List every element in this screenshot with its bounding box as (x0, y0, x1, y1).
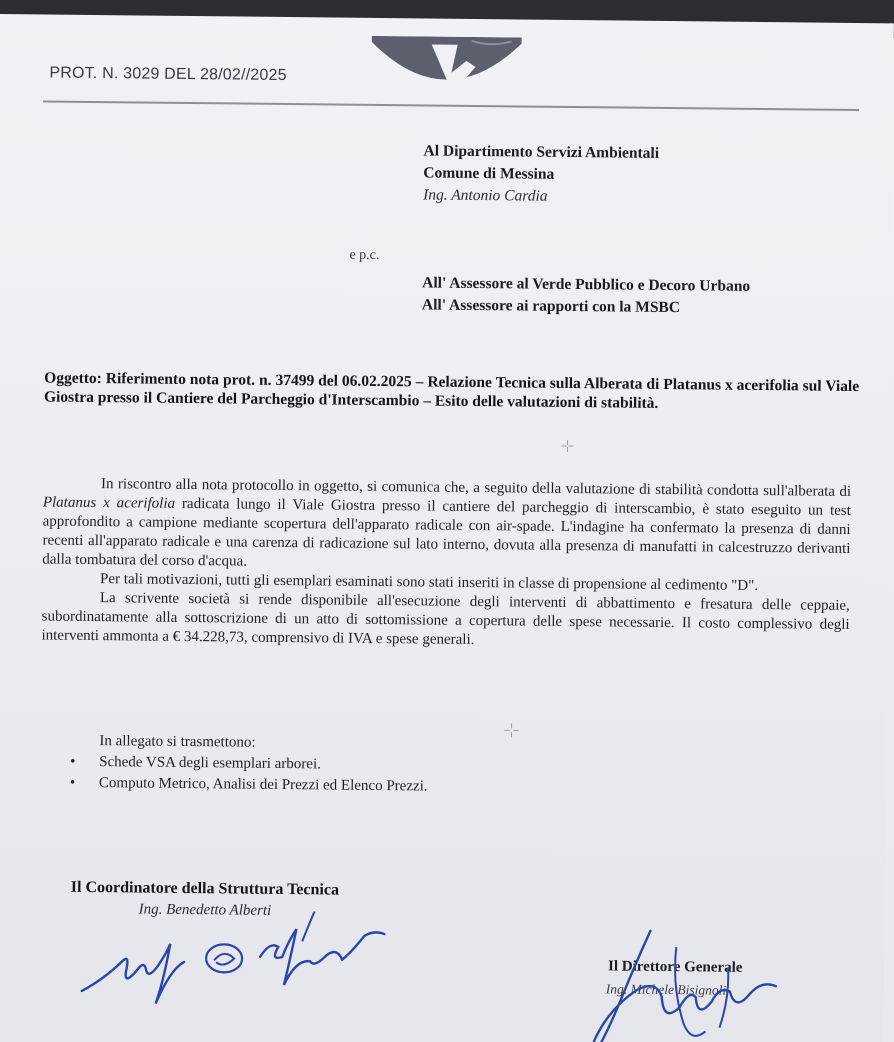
epc-label: e p.c. (349, 247, 380, 263)
cc-recipient-green: All' Assessore al Verde Pubblico e Decoro Urbano (422, 274, 751, 295)
director-signature-icon (579, 926, 800, 1042)
coordinator-name: Ing. Benedetto Alberti (138, 901, 272, 919)
cc-recipient-block (422, 272, 750, 319)
attachment-vsa: Schede VSA degli esemplari arborei. (99, 754, 321, 773)
recipient-department: Al Dipartimento Servizi Ambientali (423, 142, 660, 162)
cursor-mark-icon (560, 439, 574, 453)
bullet-icon: • (69, 774, 76, 791)
primary-recipient-block (423, 140, 659, 208)
body-p1-text-b: radicata lungo il Viale Giostra presso il cantiere del parcheggio di interscambio, è stato eseguito un test approfondito a campione mediante scopertura dell'apparato radicale con air-spade. L'indagine ha confermato la presenza di danni recenti all'apparato radicale e una carenza di radicazione sul lato interno, dovuta alla presenza di manufatti in calcestruzzo derivanti dalla tombatura del corso d'acqua. (42, 495, 851, 570)
director-name: Ing. Michele Bisignoli (605, 981, 727, 998)
header-divider (43, 100, 859, 111)
bullet-icon: • (70, 753, 76, 770)
attachment-computo: Computo Metrico, Analisi dei Prezzi ed Elenco Prezzi. (98, 775, 428, 795)
list-item (69, 773, 428, 797)
recipient-municipality: Comune di Messina (423, 164, 555, 183)
body-p1-text-a: In riscontro alla nota protocollo in oggetto, si comunica che, a seguito della valutazione di stabilità condotta sull'alberata di (100, 476, 852, 500)
body-paragraph-1 (42, 474, 851, 577)
species-name: Platanus x acerifolia (42, 494, 176, 512)
subject-line: Oggetto: Riferimento nota prot. n. 37499 del 06.02.2025 – Relazione Tecnica sulla Alberata di Platanus x acerifolia sul Viale Giostra presso il Cantiere del Parcheggio d'Interscambio – Esito delle valutazioni di stabilità. (43, 369, 860, 412)
attachments-list (69, 752, 428, 797)
letter-sheet (0, 14, 894, 1042)
letter-body (41, 474, 851, 653)
attachments-section (69, 731, 428, 797)
recipient-person: Ing. Antonio Cardia (423, 186, 548, 205)
protocol-number: PROT. N. 3029 DEL 28/02//2025 (49, 64, 287, 85)
coordinator-signature-icon (73, 909, 394, 1022)
director-title: Il Direttore Generale (607, 958, 743, 976)
coordinator-title: Il Coordinatore della Struttura Tecnica (70, 878, 340, 899)
attachments-intro: In allegato si trasmettono: (99, 733, 256, 751)
crosshair-cursor-icon (504, 723, 518, 737)
cc-recipient-msbc: All' Assessore ai rapporti con la MSBC (421, 296, 681, 317)
letterhead-logo-icon (371, 36, 522, 100)
body-paragraph-2: Per tali motivazioni, tutti gli esemplari esaminati sono stati inseriti in classe di propensione al cedimento "D". (100, 571, 759, 594)
body-paragraph-3: La scrivente società si rende disponibile all'esecuzione degli interventi di abbattimento e fresatura delle ceppaie, subordinatamente alla sottoscrizione di un atto di sottomissione a copertura delle spese necessarie. Il costo complessivo degli interventi ammonta a € 34.228,73, comprensivo di IVA e spese generali. (41, 590, 850, 649)
